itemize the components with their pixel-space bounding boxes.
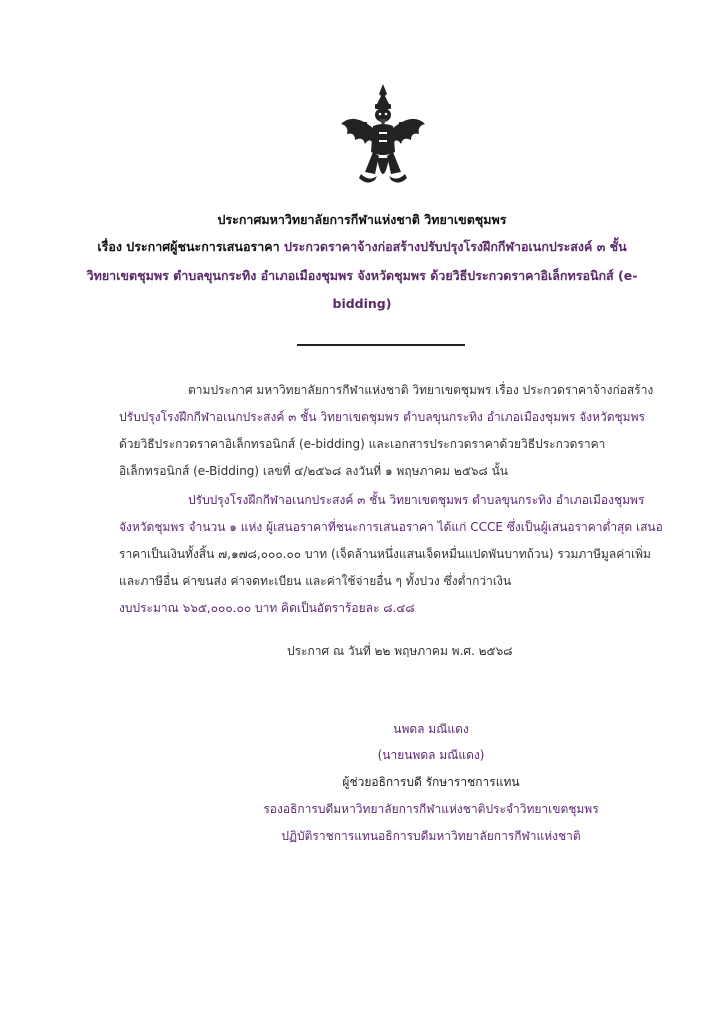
paragraph-2-line-2: จังหวัดชุมพร จำนวน ๑ แห่ง ผู้เสนอราคาที่ชนะการเสนอราคา ได้แก่ CCCE ซึ่งเป็นผู้เสนอราคาต่ำสุด เสนอ	[119, 520, 663, 534]
paragraph-1-line-1: ตามประกาศ มหาวิทยาลัยการกีฬาแห่งชาติ วิทยาเขตชุมพร เรื่อง ประกวดราคาจ้างก่อสร้าง	[188, 383, 654, 397]
announcement-date: ประกาศ ณ วันที่ ๒๒ พฤษภาคม พ.ศ. ๒๕๖๘	[287, 644, 513, 658]
paragraph-2-line-4: และภาษีอื่น ค่าขนส่ง ค่าจดทะเบียน และค่าใช้จ่ายอื่น ๆ ทั้งปวง ซึ่งต่ำกว่าเงิน	[119, 574, 512, 588]
announcement-title: ประกาศมหาวิทยาลัยการกีฬาแห่งชาติ วิทยาเขตชุมพร	[217, 212, 507, 227]
paragraph-2-line-3: ราคาเป็นเงินทั้งสิ้น ๗,๑๗๘,๐๐๐.๐๐ บาท (เจ็ดล้านหนึ่งแสนเจ็ดหมื่นแปดพันบาทถ้วน) รวมภาษีมูลค่าเพิ่ม	[119, 547, 651, 561]
subject-label: เรื่อง ประกาศผู้ชนะการเสนอราคา	[97, 239, 280, 254]
paragraph-2-line-5: งบประมาณ ๖๖๕,๐๐๐.๐๐ บาท คิดเป็นอัตราร้อยละ ๘.๔๘	[119, 601, 415, 615]
subject-line-4: bidding)	[332, 296, 392, 311]
subject-line-3: วิทยาเขตชุมพร ตำบลขุนกระทิง อำเภอเมืองชุมพร จังหวัดชุมพร ด้วยวิธีประกวดราคาอิเล็กทรอนิกส์ (e-	[86, 268, 638, 283]
garuda-emblem-icon	[335, 82, 431, 194]
signer-position-2: ปฏิบัติราชการแทนอธิการบดีมหาวิทยาลัยการกีฬาแห่งชาติ	[281, 829, 581, 843]
signer-position-1: รองอธิการบดีมหาวิทยาลัยการกีฬาแห่งชาติประจำวิทยาเขตชุมพร	[263, 802, 599, 816]
signer-full-name: (นายนพดล มณีแดง)	[377, 748, 485, 762]
title-divider	[297, 344, 465, 346]
paragraph-1-line-3: ด้วยวิธีประกวดราคาอิเล็กทรอนิกส์ (e-bidding) และเอกสารประกวดราคาด้วยวิธีประกวดราคา	[119, 437, 606, 451]
paragraph-2-line-1: ปรับปรุงโรงฝึกกีฬาอเนกประสงค์ ๓ ชั้น วิทยาเขตชุมพร ตำบลขุนกระทิง อำเภอเมืองชุมพร	[188, 493, 645, 507]
paragraph-1-line-2: ปรับปรุงโรงฝึกกีฬาอเนกประสงค์ ๓ ชั้น วิทยาเขตชุมพร ตำบลขุนกระทิง อำเภอเมืองชุมพร จังหวัดชุมพร	[119, 410, 645, 424]
subject-text: ประกวดราคาจ้างก่อสร้างปรับปรุงโรงฝึกกีฬาอเนกประสงค์ ๓ ชั้น	[283, 239, 627, 254]
paragraph-1-line-4: อิเล็กทรอนิกส์ (e-Bidding) เลขที่ ๔/๒๕๖๘ ลงวันที่ ๑ พฤษภาคม ๒๕๖๘ นั้น	[119, 464, 508, 478]
signer-acting-title: ผู้ช่วยอธิการบดี รักษาราชการแทน	[342, 775, 520, 789]
signature-name: นพดล มณีแดง	[393, 722, 469, 736]
announcement-subject	[60, 237, 664, 257]
